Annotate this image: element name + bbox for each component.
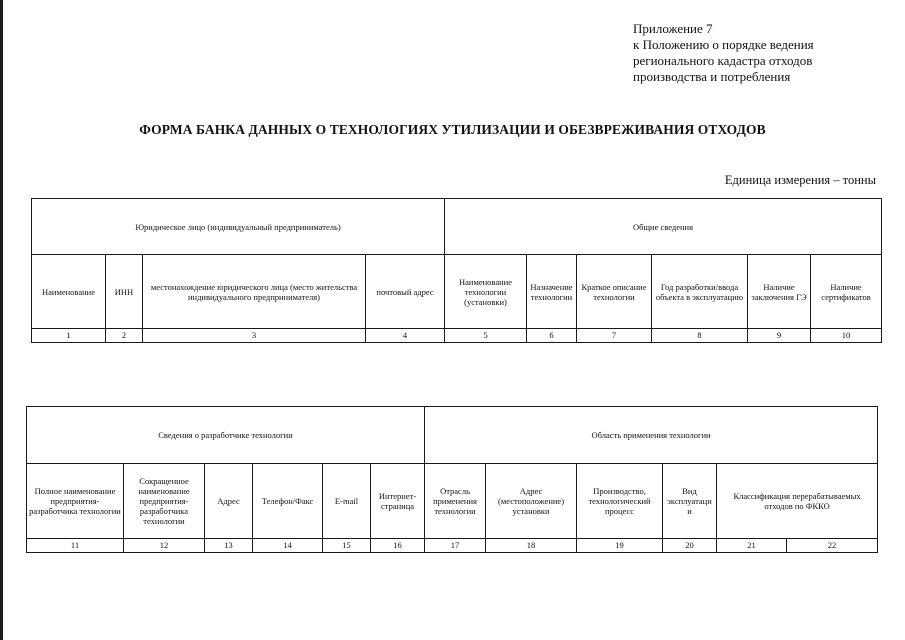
- column-number: 17: [425, 539, 486, 553]
- column-number: 14: [253, 539, 323, 553]
- column-header: Производство, технологический процесс: [577, 464, 663, 539]
- column-number: 22: [787, 539, 878, 553]
- column-number: 21: [717, 539, 787, 553]
- page-edge-bar: [0, 0, 3, 640]
- column-header: E-mail: [323, 464, 371, 539]
- column-number: 10: [811, 329, 882, 343]
- column-number: 19: [577, 539, 663, 553]
- column-number: 5: [445, 329, 527, 343]
- column-number: 1: [32, 329, 106, 343]
- column-header: Адрес: [205, 464, 253, 539]
- technology-data-table-2: [26, 406, 878, 553]
- column-number: 8: [652, 329, 748, 343]
- column-number: 16: [371, 539, 425, 553]
- column-header: Телефон/Факс: [253, 464, 323, 539]
- group-header-general-info: Общие сведения: [445, 199, 882, 255]
- column-header: Полное наименование предприятия-разработчика технологии: [27, 464, 124, 539]
- column-header: Отрасль применения технологии: [425, 464, 486, 539]
- column-header: Назначение технологии: [527, 255, 577, 329]
- column-number: 7: [577, 329, 652, 343]
- column-header: Вид эксплуатации: [663, 464, 717, 539]
- appendix-line: Приложение 7: [633, 21, 713, 36]
- column-header: Год разработки/ввода объекта в эксплуатацию: [652, 255, 748, 329]
- column-number: 3: [143, 329, 366, 343]
- appendix-line: регионального кадастра отходов: [633, 53, 813, 68]
- column-header: ИНН: [106, 255, 143, 329]
- column-header: Наличие сертификатов: [811, 255, 882, 329]
- column-number: 13: [205, 539, 253, 553]
- appendix-line: производства и потребления: [633, 69, 791, 84]
- appendix-note: [633, 21, 893, 85]
- column-number: 18: [486, 539, 577, 553]
- column-header: Наименование технологии (установки): [445, 255, 527, 329]
- column-number: 9: [748, 329, 811, 343]
- column-header: Наименование: [32, 255, 106, 329]
- form-title: ФОРМА БАНКА ДАННЫХ О ТЕХНОЛОГИЯХ УТИЛИЗАЦИИ И ОБЕЗВРЕЖИВАНИЯ ОТХОДОВ: [139, 122, 766, 137]
- group-header-application-area: Область применения технологии: [425, 407, 878, 464]
- column-number: 6: [527, 329, 577, 343]
- unit-of-measure-note: Единица измерения – тонны: [724, 173, 876, 187]
- column-header: Классификация перерабатываемых отходов по ФККО: [717, 464, 878, 539]
- column-number: 20: [663, 539, 717, 553]
- group-header-developer-info: Сведения о разработчике технологии: [27, 407, 425, 464]
- column-number: 2: [106, 329, 143, 343]
- column-number: 4: [366, 329, 445, 343]
- column-header: Адрес (местоположение) установки: [486, 464, 577, 539]
- column-number: 12: [124, 539, 205, 553]
- column-number: 15: [323, 539, 371, 553]
- column-header: Интернет-страница: [371, 464, 425, 539]
- group-header-legal-entity: Юридическое лицо (индивидуальный предприниматель): [32, 199, 445, 255]
- appendix-line: к Положению о порядке ведения: [633, 37, 814, 52]
- column-header: Краткое описание технологии: [577, 255, 652, 329]
- column-header: местонахождение юридического лица (место жительства индивидуального предпринимателя): [143, 255, 366, 329]
- column-header: почтовый адрес: [366, 255, 445, 329]
- column-number: 11: [27, 539, 124, 553]
- column-header: Наличие заключения ГЭ: [748, 255, 811, 329]
- technology-data-table-1: [31, 198, 882, 343]
- column-header: Сокращенное наименование предприятия-разработчика технологии: [124, 464, 205, 539]
